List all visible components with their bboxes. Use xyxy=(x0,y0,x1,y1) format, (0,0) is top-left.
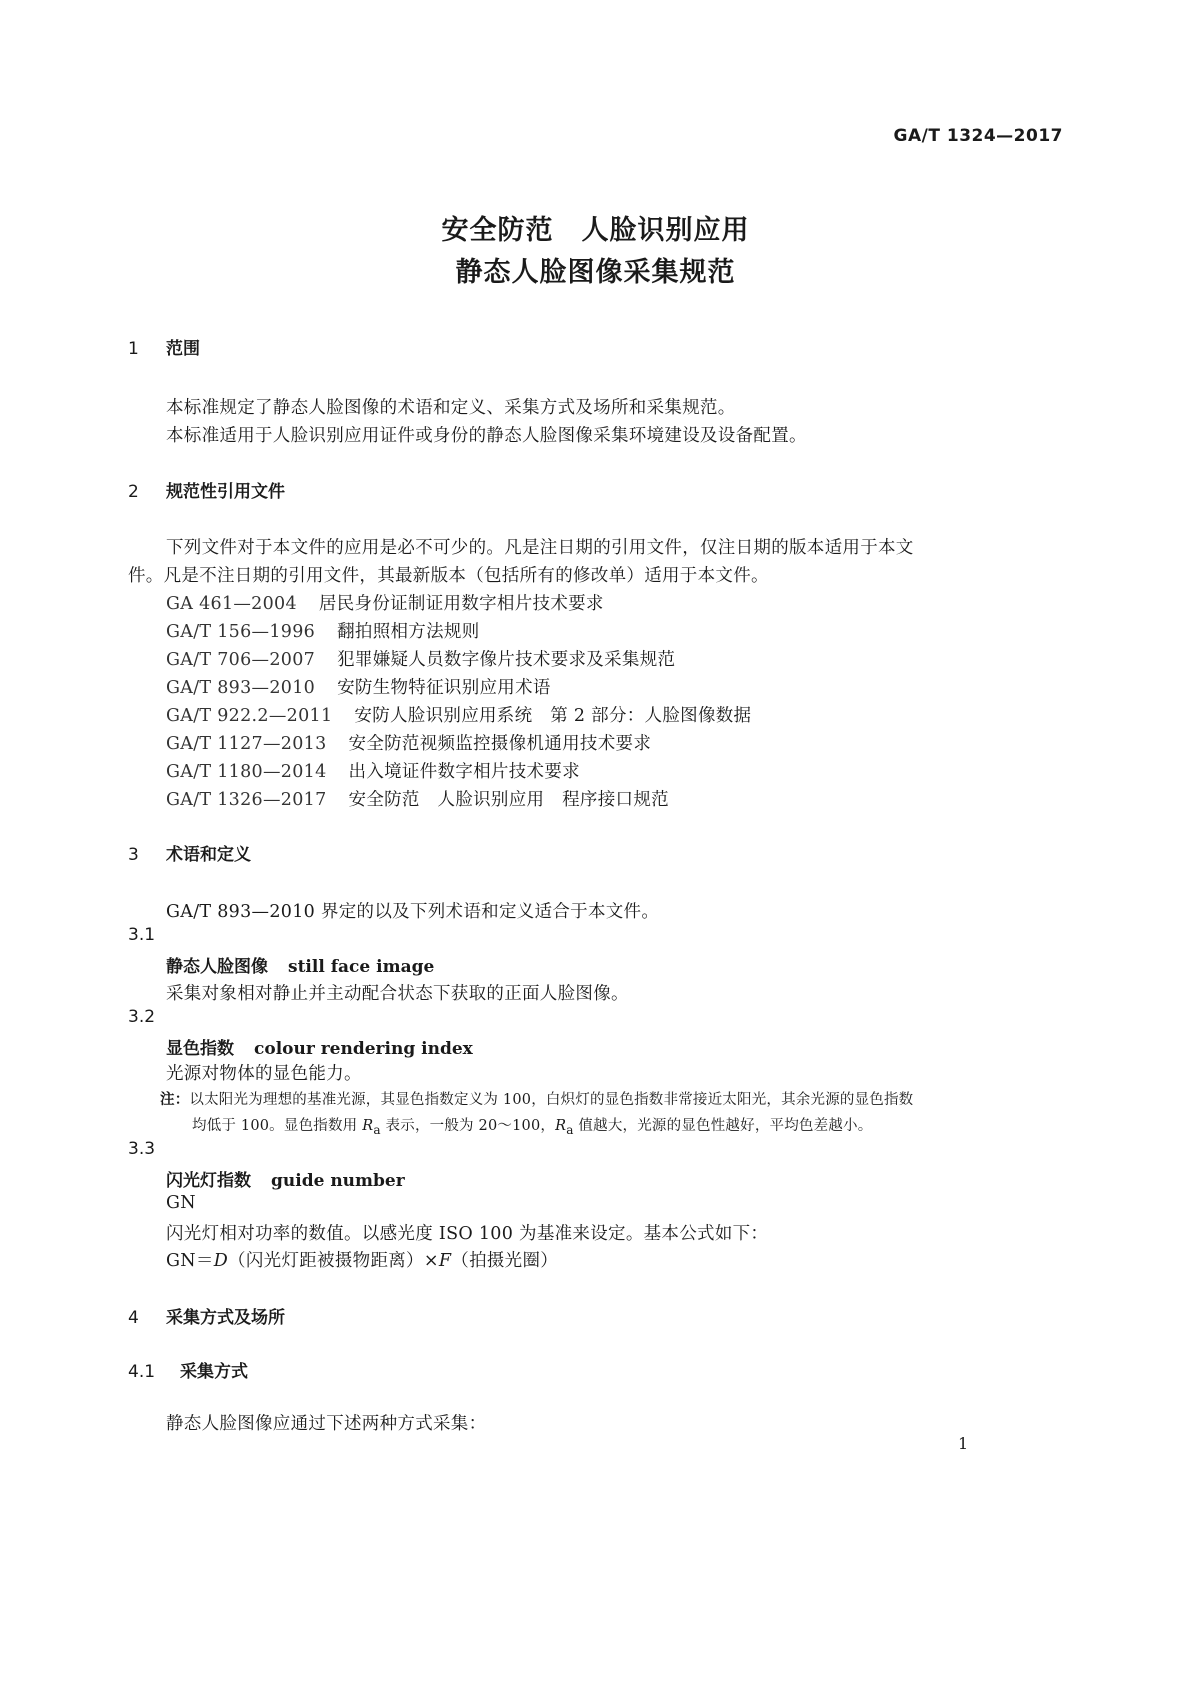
note xyxy=(160,1088,913,1109)
term-definition: 闪光灯相对功率的数值。以感光度 ISO 100 为基准来设定。基本公式如下： xyxy=(166,1224,769,1244)
title-line-1: 安全防范 人脸识别应用 xyxy=(441,215,750,246)
reference-title: 犯罪嫌疑人员数字像片技术要求及采集规范 xyxy=(337,650,676,670)
reference-code: GA/T 1180—2014 xyxy=(166,762,327,782)
paragraph: 本标准规定了静态人脸图像的术语和定义、采集方式及场所和采集规范。 xyxy=(166,398,736,418)
note-text: 表示，一般为 20～100， xyxy=(380,1118,556,1134)
subsection-number: 4.1 xyxy=(128,1362,156,1382)
term-zh: 闪光灯指数 xyxy=(166,1171,251,1191)
reference-code: GA/T 156—1996 xyxy=(166,622,316,642)
note-text: 值越大，光源的显色性越好，平均色差越小。 xyxy=(573,1118,873,1134)
term-name xyxy=(166,952,434,977)
reference-code: GA/T 706—2007 xyxy=(166,650,316,670)
reference-item xyxy=(166,646,675,671)
page-number: 1 xyxy=(958,1434,969,1453)
note-text: 以太阳光为理想的基准光源，其显色指数定义为 100，白炽灯的显色指数非常接近太阳光，其余光源的显色指数 xyxy=(189,1092,914,1108)
term-definition: 光源对物体的显色能力。 xyxy=(166,1064,362,1084)
symbol-subscript: a xyxy=(373,1122,381,1137)
reference-item xyxy=(166,618,480,643)
reference-code: GA/T 1127—2013 xyxy=(166,734,327,754)
formula-part: （闪光灯距被摄物距离）× xyxy=(228,1251,439,1271)
symbol-r: R xyxy=(362,1118,374,1134)
term-zh: 静态人脸图像 xyxy=(166,957,268,977)
term-zh: 显色指数 xyxy=(166,1039,234,1059)
reference-code: GA/T 893—2010 xyxy=(166,678,316,698)
formula xyxy=(166,1247,558,1272)
reference-code: GA/T 1326—2017 xyxy=(166,790,327,810)
term-abbreviation: GN xyxy=(166,1193,196,1213)
paragraph: 本标准适用于人脸识别应用证件或身份的静态人脸图像采集环境建设及设备配置。 xyxy=(166,426,807,446)
formula-part: （拍摄光圈） xyxy=(451,1251,559,1271)
subsection-4-1-heading xyxy=(128,1357,248,1382)
reference-title: 居民身份证制证用数字相片技术要求 xyxy=(318,594,604,614)
reference-code: GA/T 922.2—2011 xyxy=(166,706,333,726)
reference-title: 安全防范视频监控摄像机通用技术要求 xyxy=(348,734,652,754)
term-definition: 采集对象相对静止并主动配合状态下获取的正面人脸图像。 xyxy=(166,984,629,1004)
section-number: 2 xyxy=(128,482,139,502)
section-4-heading xyxy=(128,1303,285,1328)
subsection-title: 采集方式 xyxy=(180,1362,248,1382)
reference-title: 安全防范 人脸识别应用 程序接口规范 xyxy=(348,790,669,810)
section-number: 4 xyxy=(128,1308,139,1328)
reference-title: 安防生物特征识别应用术语 xyxy=(337,678,551,698)
formula-variable-d: D xyxy=(213,1251,229,1271)
document-code: GA/T 1324—2017 xyxy=(893,126,1063,146)
title-line-2: 静态人脸图像采集规范 xyxy=(455,257,736,288)
term-number: 3.2 xyxy=(128,1007,156,1027)
reference-item xyxy=(166,674,551,699)
section-1-heading xyxy=(128,334,200,359)
section-number: 1 xyxy=(128,339,139,359)
formula-part: GN＝ xyxy=(166,1251,214,1271)
section-number: 3 xyxy=(128,845,139,865)
paragraph: GA/T 893—2010 界定的以及下列术语和定义适合于本文件。 xyxy=(166,902,660,922)
term-en: colour rendering index xyxy=(254,1039,473,1059)
symbol-subscript: a xyxy=(566,1122,574,1137)
term-name xyxy=(166,1034,473,1059)
section-title: 采集方式及场所 xyxy=(166,1308,285,1328)
term-en: guide number xyxy=(271,1171,405,1191)
term-number: 3.1 xyxy=(128,925,156,945)
term-name xyxy=(166,1166,405,1191)
note-label: 注： xyxy=(160,1092,190,1108)
reference-item xyxy=(166,590,604,615)
term-number: 3.3 xyxy=(128,1139,156,1159)
section-title: 规范性引用文件 xyxy=(166,482,285,502)
reference-item xyxy=(166,758,580,783)
reference-item xyxy=(166,702,751,727)
reference-item xyxy=(166,730,651,755)
symbol-r: R xyxy=(555,1118,567,1134)
note-text: 均低于 100。显色指数用 xyxy=(192,1118,363,1134)
term-en: still face image xyxy=(288,957,435,977)
reference-title: 安防人脸识别应用系统 第 2 部分：人脸图像数据 xyxy=(354,706,752,726)
reference-title: 出入境证件数字相片技术要求 xyxy=(348,762,580,782)
paragraph: 下列文件对于本文件的应用是必不可少的。凡是注日期的引用文件，仅注日期的版本适用于本文 xyxy=(166,538,914,558)
section-title: 术语和定义 xyxy=(166,845,251,865)
section-2-heading xyxy=(128,477,285,502)
section-title: 范围 xyxy=(166,339,200,359)
note-continuation xyxy=(192,1114,872,1137)
formula-variable-f: F xyxy=(438,1251,452,1271)
reference-item xyxy=(166,786,669,811)
reference-code: GA 461—2004 xyxy=(166,594,297,614)
section-3-heading xyxy=(128,840,251,865)
reference-title: 翻拍照相方法规则 xyxy=(337,622,480,642)
paragraph: 静态人脸图像应通过下述两种方式采集： xyxy=(166,1414,487,1434)
paragraph: 件。凡是不注日期的引用文件，其最新版本（包括所有的修改单）适用于本文件。 xyxy=(128,566,769,586)
